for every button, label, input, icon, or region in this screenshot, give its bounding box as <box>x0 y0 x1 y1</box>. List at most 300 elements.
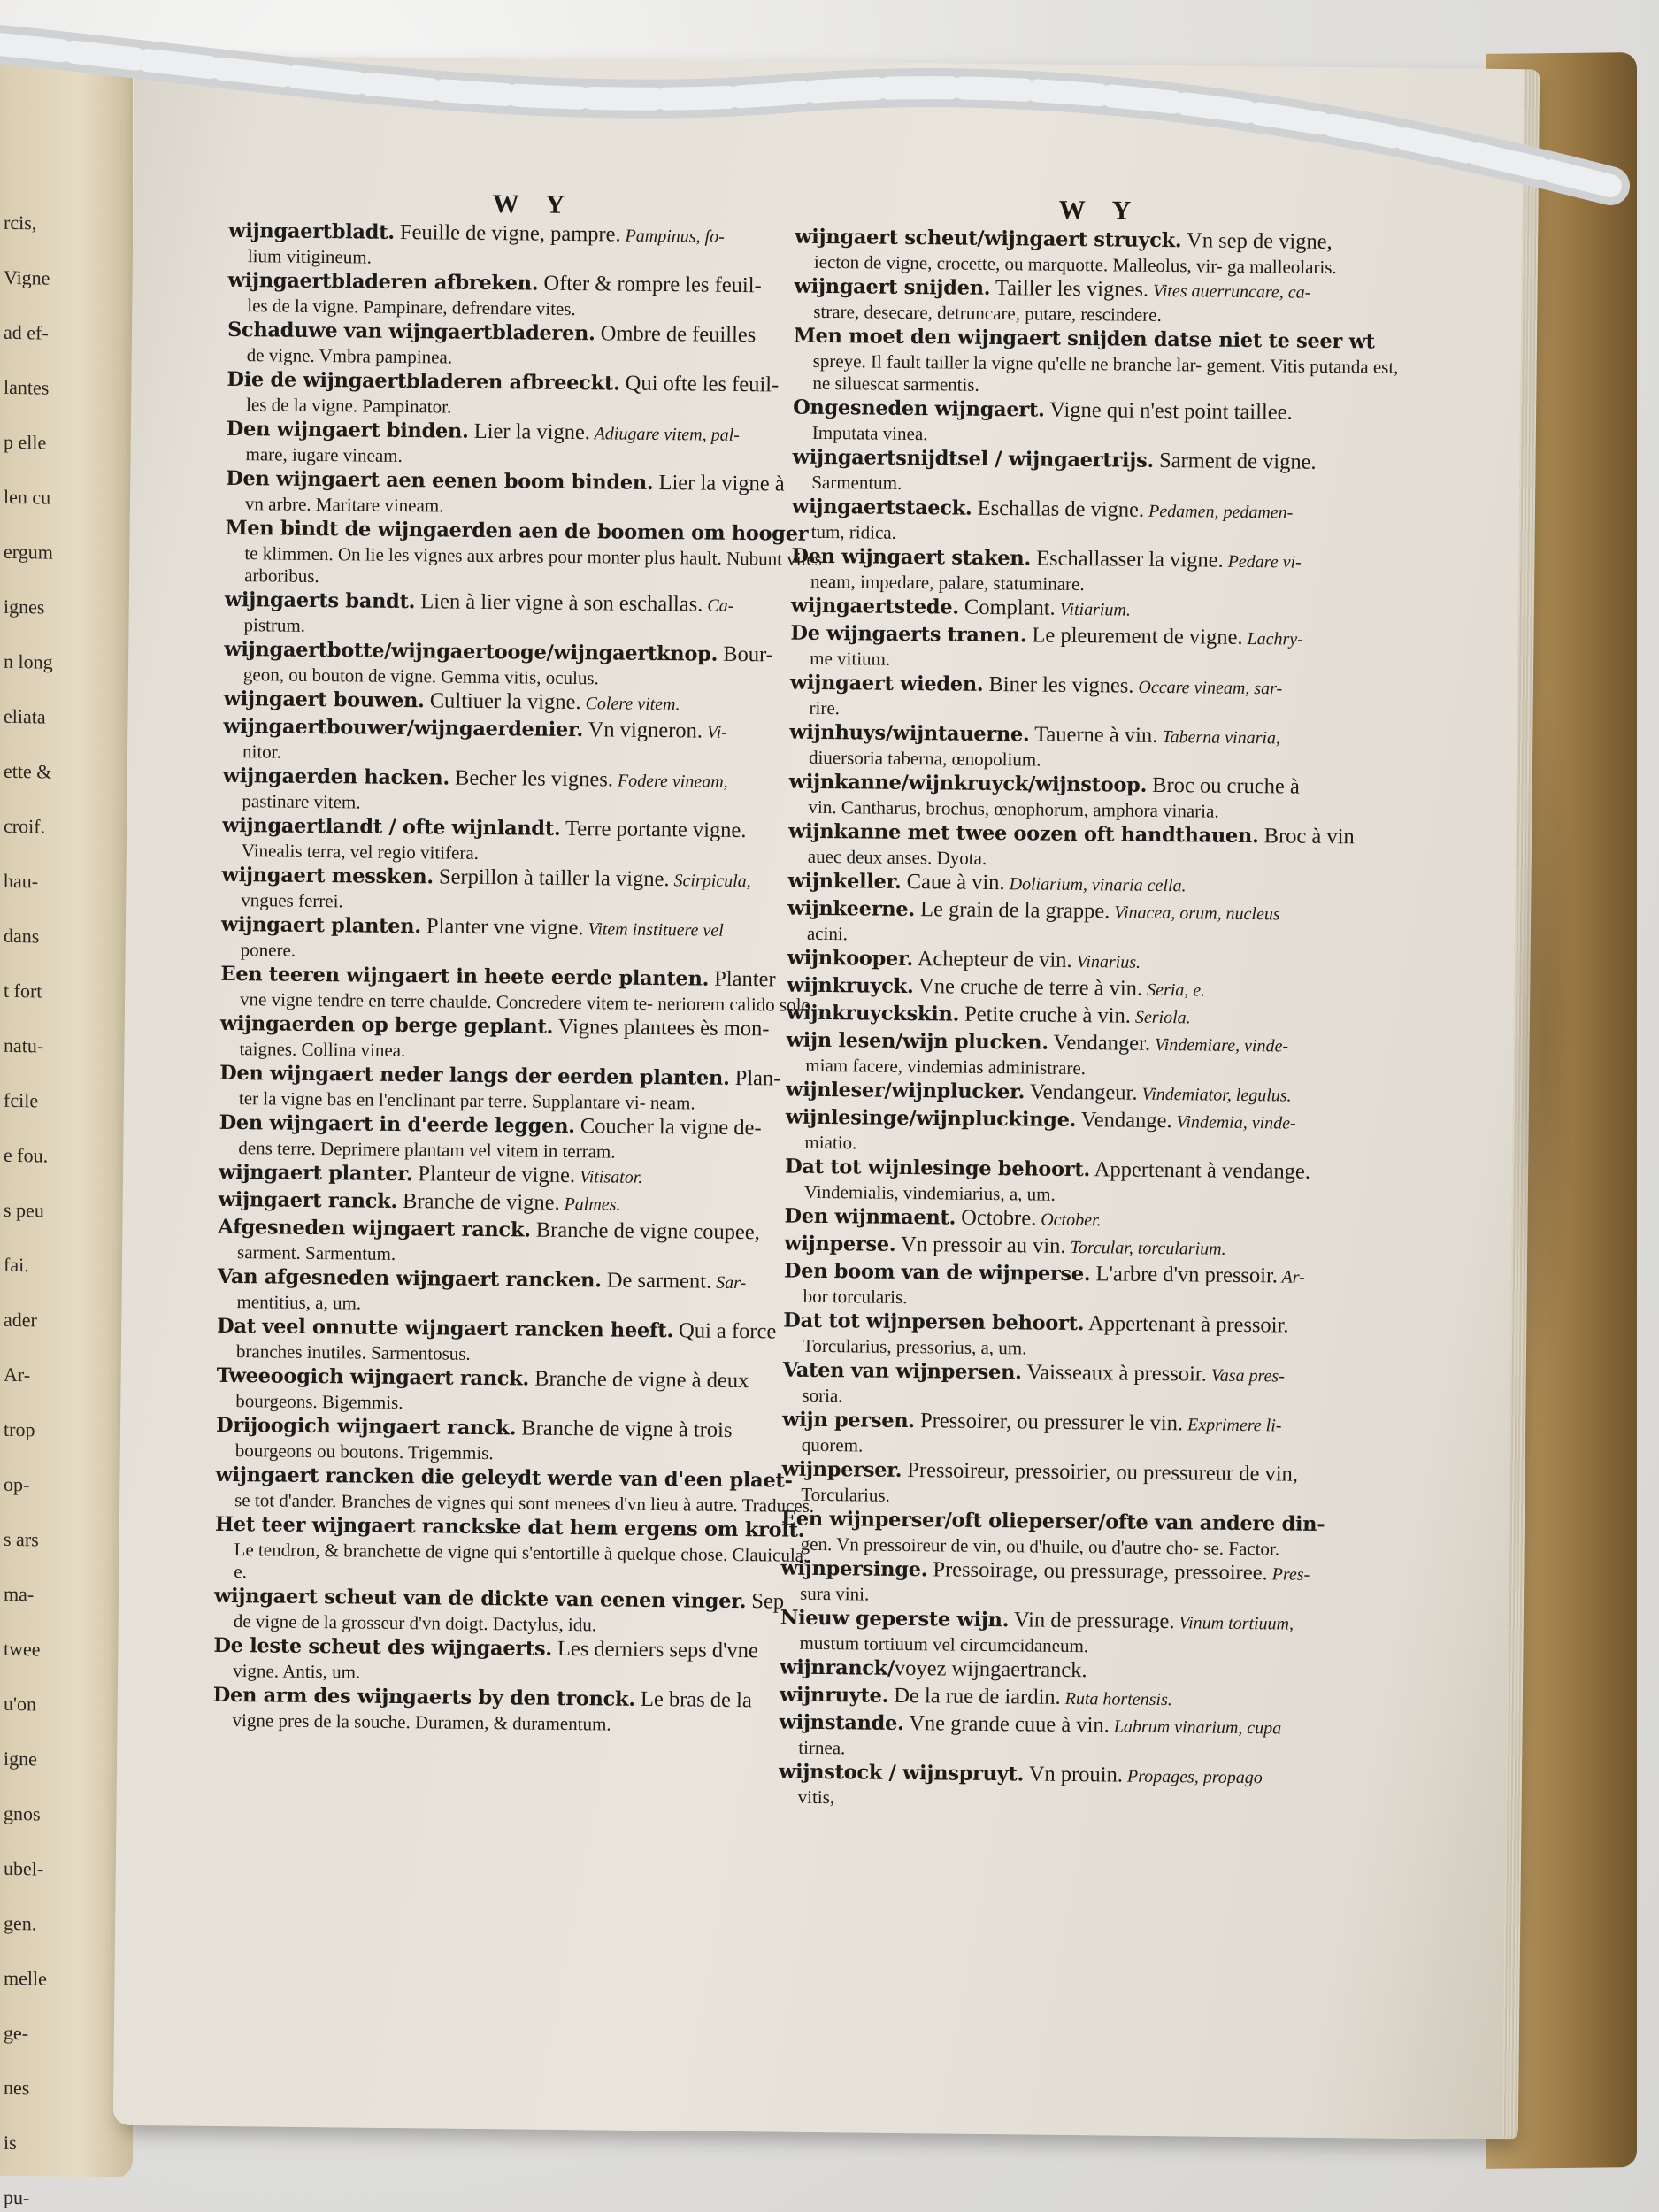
entry-french: Tauerne à vin. <box>1029 722 1158 748</box>
entry-headword: Den wijngaert neder langs der eerden planten. <box>219 1061 730 1090</box>
entry-latin: Vites auerruncare, ca- <box>1148 280 1311 303</box>
running-head-right: W Y <box>1058 195 1142 226</box>
entry-french: Planteur de vigne. <box>412 1162 576 1188</box>
dictionary-entry <box>789 719 1401 775</box>
entry-headword: wijngaert snijden. <box>794 274 991 300</box>
dictionary-entry <box>213 1632 825 1688</box>
entry-headword: wijnkeller. <box>787 869 902 894</box>
dictionary-entry <box>781 1506 1393 1562</box>
left-column <box>212 188 839 1738</box>
dictionary-entry <box>212 1682 824 1738</box>
entry-headword: Den wijngaert staken. <box>791 544 1032 571</box>
entry-french: Cultiuer la vigne. <box>424 688 581 715</box>
entry-headword: wijngaertstaeck. <box>791 495 972 520</box>
entry-headword: wijngaert planter. <box>218 1160 413 1187</box>
facing-page-fragment: fcile <box>4 1088 39 1112</box>
facing-page-fragment: ader <box>4 1308 37 1332</box>
facing-page-fragment: Vigne <box>4 265 50 289</box>
entry-headword: wijnhuys/wijntauerne. <box>789 720 1030 747</box>
entry-french: L'arbre d'vn pressoir. <box>1090 1262 1279 1288</box>
entry-headword: wijngaerden op berge geplant. <box>219 1011 554 1039</box>
entry-french: Vendangeur. <box>1024 1079 1138 1105</box>
entry-french: Complant. <box>958 595 1056 620</box>
entry-latin: Propages, propago <box>1122 1766 1263 1788</box>
entry-continuation: branches inutiles. Sarmentosus. <box>235 1340 471 1364</box>
entry-headword: Men bindt de wijngaerden aen de boomen om hooger <box>225 516 809 546</box>
entry-headword: wijngaertbladeren afbreken. <box>227 268 539 296</box>
entry-french: Lier la vigne à <box>653 470 785 496</box>
entry-headword: Den wijnmaent. <box>784 1204 956 1230</box>
entry-continuation: auec deux anses. Dyota. <box>807 845 987 869</box>
entry-continuation: te klimmen. On lie les vignes aux arbres pour monter plus hault. Nubunt vites arboribus. <box>244 542 823 588</box>
entry-latin: Vindemia, vinde- <box>1171 1112 1296 1133</box>
entry-latin: Pres- <box>1267 1564 1310 1585</box>
dictionary-entry <box>785 1154 1396 1210</box>
dictionary-entry <box>788 818 1400 874</box>
entry-french: Appertenant à vendange. <box>1089 1157 1311 1184</box>
facing-page-fragment: s peu <box>4 1198 44 1222</box>
dictionary-entry <box>793 395 1404 450</box>
entry-headword: Nieuw geperste wijn. <box>780 1606 1010 1632</box>
facing-page-fragment: dans <box>4 924 40 948</box>
facing-page-fragment: gnos <box>4 1801 41 1825</box>
dictionary-entry <box>792 494 1403 549</box>
dictionary-entry <box>782 1407 1394 1463</box>
dictionary-entry <box>794 273 1405 329</box>
entry-french: Achepteur de vin. <box>912 947 1072 972</box>
entry-french: Pressoireur, pressoirier, ou pressureur de vin, <box>902 1457 1299 1486</box>
dictionary-entry <box>218 1214 829 1270</box>
facing-page-fragment: ubel- <box>4 1856 44 1880</box>
entry-french: Becher les vignes. <box>449 765 614 792</box>
dictionary-entry <box>217 1313 828 1369</box>
entry-latin: Colere vitem. <box>580 694 680 715</box>
entry-french: Tailler les vignes. <box>990 275 1149 302</box>
entry-french: Vigne qui n'est point taillee. <box>1044 397 1293 425</box>
entry-headword: wijngaert wieden. <box>789 671 984 696</box>
facing-page-fragment: op- <box>4 1472 30 1496</box>
dictionary-entry <box>222 812 833 868</box>
entry-headword: wijnruyte. <box>779 1683 889 1708</box>
entry-french: Lien à lier vigne à son eschallas. <box>415 589 703 617</box>
entry-french: Branche de vigne. <box>396 1188 560 1215</box>
entry-french: Pressoirer, ou pressurer le vin. <box>914 1409 1184 1436</box>
entry-continuation: miatio. <box>804 1131 857 1154</box>
entry-headword: wijngaertbladt. <box>228 219 395 244</box>
facing-page-fragment: ergum <box>4 540 53 564</box>
entry-latin: Vitiarium. <box>1055 599 1132 620</box>
entry-headword: Dat tot wijnlesinge behoort. <box>785 1155 1091 1182</box>
entry-continuation: Vindemialis, vindemiarius, a, um. <box>803 1180 1056 1205</box>
entry-french: De la rue de iardin. <box>888 1683 1061 1709</box>
entry-continuation: de vigne de la grosseur d'vn doigt. Dactylus, idu. <box>233 1610 597 1636</box>
dictionary-entry <box>223 713 834 769</box>
entry-french: Le pleurement de vigne. <box>1026 623 1243 649</box>
entry-continuation: strare, desecare, detruncare, putare, rescindere. <box>813 300 1162 326</box>
dictionary-entry <box>214 1583 826 1639</box>
entry-latin: Taberna vinaria, <box>1157 726 1281 749</box>
entry-continuation: me vitium. <box>810 647 891 670</box>
entry-headword: Tweeoogich wijngaert ranck. <box>216 1363 530 1391</box>
entry-latin: Sar- <box>711 1272 747 1294</box>
entry-headword: wijngaert ranck. <box>218 1187 398 1213</box>
entry-continuation: de vigne. Vmbra pampinea. <box>246 344 453 368</box>
entry-continuation: mentitius, a, um. <box>236 1291 362 1314</box>
entry-latin: Vindemiator, legulus. <box>1137 1084 1292 1106</box>
entry-continuation: vigne. Antis, um. <box>233 1660 361 1683</box>
entry-continuation: iecton de vigne, crocette, ou marquotte. Malleolus, vir- ga malleolaris. <box>813 250 1337 279</box>
facing-page-fragment: e fou. <box>4 1143 49 1167</box>
facing-page-fragment: u'on <box>4 1692 36 1716</box>
facing-page-fragment: trop <box>4 1417 35 1441</box>
facing-page-fragment: gen. <box>4 1911 37 1935</box>
dictionary-entry <box>791 543 1402 599</box>
entry-continuation: Torcularius, pressorius, a, um. <box>802 1334 1027 1359</box>
entry-continuation: geon, ou bouton de vigne. Gemma vitis, oculus. <box>242 664 599 689</box>
dictionary-entry <box>221 862 833 918</box>
entry-continuation: tum, ridica. <box>810 520 897 543</box>
entry-french: De sarment. <box>601 1268 712 1294</box>
entry-continuation: vitis, <box>797 1786 835 1809</box>
entry-headword: wijnkooper. <box>787 946 914 972</box>
facing-page-fragment: twee <box>4 1637 41 1661</box>
facing-page-fragment: hau- <box>4 869 39 893</box>
entry-french: Biner les vignes. <box>983 672 1134 698</box>
entry-continuation: Le tendron, & branchette de vigne qui s'entortille à quelque chose. Clauicula, e. <box>234 1539 809 1583</box>
facing-page-fragment: rcis, <box>4 211 37 234</box>
entry-latin: Occare vineam, sar- <box>1133 677 1283 699</box>
entry-continuation: dens terre. Deprimere plantam vel vitem in terram. <box>238 1137 616 1163</box>
entry-french: Feuille de vigne, pampre. <box>394 219 621 247</box>
entry-french: Vn vigneron. <box>582 718 703 743</box>
entry-latin: Vindemiare, vinde- <box>1149 1034 1289 1056</box>
entry-latin: Exprimere li- <box>1182 1415 1282 1436</box>
entry-french: Terre portante vigne. <box>560 816 747 843</box>
dictionary-entry <box>227 366 838 422</box>
entry-headword: wijngaertbotte/wijngaertooge/wijngaertknop. <box>224 637 718 666</box>
entry-latin: Ca- <box>703 595 734 616</box>
entry-continuation: pastinare vitem. <box>242 790 361 813</box>
entry-latin: Vasa pres- <box>1206 1365 1286 1386</box>
entry-headword: Dat veel onnutte wijngaert rancken heeft. <box>217 1314 674 1343</box>
entry-headword: De leste scheut des wijngaerts. <box>213 1633 552 1661</box>
dictionary-entry <box>216 1363 827 1418</box>
entry-latin: Adiugare vitem, pal- <box>589 424 740 445</box>
entry-continuation: diuersoria taberna, œnopolium. <box>808 746 1041 771</box>
entry-headword: wijngaert messken. <box>221 863 434 889</box>
entry-headword: Die de wijngaertbladeren afbreeckt. <box>227 367 620 396</box>
entry-continuation: rire. <box>809 696 841 719</box>
entry-headword: Het teer wijngaert ranckske dat hem ergens om krolt. <box>214 1512 805 1542</box>
entry-french: Plan- <box>729 1065 781 1091</box>
entry-french: Pressoirage, ou pressurage, pressoiree. <box>927 1557 1268 1586</box>
entry-french: Planter <box>708 966 776 992</box>
entry-continuation: miam facere, vindemias administrare. <box>805 1054 1087 1079</box>
dictionary-entry <box>219 1060 831 1116</box>
entry-french: voyez wijngaertranck. <box>894 1655 1087 1683</box>
entry-headword: Men moet den wijngaert snijden datse niet te seer wt <box>793 324 1375 354</box>
facing-page-fragment: ad ef- <box>4 320 49 344</box>
entry-latin: Doliarium, vinaria cella. <box>1004 874 1187 896</box>
entry-french: Vaisseaux à pressoir. <box>1021 1360 1207 1386</box>
entry-continuation: ponere. <box>240 939 296 961</box>
entry-latin: Torcular, torcularium. <box>1065 1237 1226 1259</box>
entry-headword: wijnpersinge. <box>780 1556 928 1582</box>
entry-headword: wijnkruyckskin. <box>786 1001 960 1026</box>
facing-page-fragment: croif. <box>4 814 46 838</box>
entry-french: Vn sep de vigne, <box>1181 228 1333 254</box>
entry-headword: Van afgesneden wijngaert rancken. <box>217 1264 602 1293</box>
facing-page-fragment: melle <box>4 1966 47 1990</box>
entry-french: Ofter & rompre les feuil- <box>538 271 762 298</box>
facing-page-fragment: nes <box>4 2076 30 2100</box>
dictionary-entry <box>216 1412 827 1468</box>
entry-continuation: se tot d'ander. Branches de vignes qui sont menees d'vn lieu à autre. Traduces. <box>234 1489 815 1517</box>
dictionary-entry <box>224 587 835 642</box>
facing-page-fragment: is <box>4 2131 17 2154</box>
entry-headword: wijnkruyck. <box>787 973 914 999</box>
facing-page-fragment: t fort <box>4 979 42 1002</box>
entry-headword: wijnleser/wijnplucker. <box>785 1078 1025 1104</box>
facing-page-left <box>0 52 133 2209</box>
facing-page-fragment: natu- <box>4 1033 44 1057</box>
entry-continuation: vn arbre. Maritare vineam. <box>244 493 444 517</box>
dictionary-entry <box>228 218 840 273</box>
entry-continuation: vin. Cantharus, brochus, œnophorum, amphora vinaria. <box>808 795 1219 822</box>
entry-headword: wijn lesen/wijn plucken. <box>786 1028 1048 1055</box>
entry-french: Caue à vin. <box>901 869 1005 895</box>
entry-continuation: mare, iugare vineam. <box>245 443 403 466</box>
facing-page-fragment: p elle <box>4 430 47 454</box>
entry-french: Eschallasser la vigne. <box>1030 546 1224 572</box>
entry-continuation: les de la vigne. Pampinare, defrendare vites. <box>247 295 576 320</box>
entry-french: Vne cruche de terre à vin. <box>913 974 1143 1001</box>
entry-headword: wijnperser. <box>781 1457 902 1482</box>
entry-headword: wijngaertbouwer/wijngaerdenier. <box>223 714 584 742</box>
entry-french: Broc à vin <box>1258 824 1355 849</box>
entry-latin: Seriola. <box>1130 1007 1191 1028</box>
entry-french: Vn pressoir au vin. <box>895 1232 1066 1258</box>
right-column <box>779 195 1406 1815</box>
dictionary-entry <box>780 1555 1392 1611</box>
entry-latin: Ruta hortensis. <box>1060 1688 1172 1710</box>
dictionary-entry <box>217 1263 828 1319</box>
right-entries <box>779 224 1406 1815</box>
entry-continuation: pistrum. <box>243 614 306 636</box>
entry-french: Vendanger. <box>1048 1030 1151 1056</box>
dictionary-entry <box>785 1104 1396 1160</box>
entry-latin: Palmes. <box>559 1194 621 1215</box>
entry-french: Qui ofte les feuil- <box>619 371 780 397</box>
entry-continuation: vigne pres de la souche. Duramen, & duramentum. <box>232 1709 611 1735</box>
entry-headword: wijngaert rancken die geleydt werde van d'een plaet- <box>215 1463 793 1493</box>
entry-latin: Pampinus, fo- <box>620 226 725 247</box>
entry-latin: Fodere vineam, <box>612 771 728 792</box>
dictionary-entry <box>793 323 1404 401</box>
facing-page-fragment: ma- <box>4 1582 35 1606</box>
facing-page-fragment: ignes <box>4 595 45 618</box>
entry-latin: Vi- <box>702 722 727 742</box>
entry-headword: wijnranck/ <box>780 1655 895 1680</box>
entry-continuation: spreye. Il fault tailler la vigne qu'elle ne branche lar- gement. Vitis putanda est, ne siluescat sarmentis. <box>812 349 1399 396</box>
entry-continuation: quorem. <box>801 1433 864 1456</box>
entry-headword: wijngaerden hacken. <box>222 764 450 790</box>
dictionary-entry <box>215 1462 826 1517</box>
dictionary-entry <box>784 1258 1395 1314</box>
entry-headword: wijn persen. <box>782 1408 916 1433</box>
entry-french: Appertenant à pressoir. <box>1084 1311 1289 1338</box>
entry-latin: Vitem instituere vel <box>583 919 724 941</box>
entry-french: Serpillon à tailler la vigne. <box>433 864 670 892</box>
entry-continuation: bor torcularis. <box>803 1285 908 1309</box>
entry-french: Vne grande cuue à vin. <box>903 1710 1110 1738</box>
entry-continuation: Torcularius. <box>801 1483 891 1506</box>
entry-french: Les derniers seps d'vne <box>551 1636 759 1663</box>
entry-headword: Den wijngaert in d'eerde leggen. <box>219 1110 575 1139</box>
entry-latin: Vinarius. <box>1071 951 1141 972</box>
dictionary-entry <box>795 224 1406 280</box>
entry-continuation: ter la vigne bas en l'enclinant par terre. Supplantare vi- neam. <box>238 1087 695 1114</box>
entry-headword: wijngaertlandt / ofte wijnlandt. <box>222 813 561 841</box>
entry-latin: Labrum vinarium, cupa <box>1109 1717 1282 1739</box>
entry-latin: Ar- <box>1277 1267 1305 1287</box>
entry-continuation: gen. Vn pressoireur de vin, ou d'huile, ou d'autre cho- se. Factor. <box>800 1532 1280 1560</box>
entry-continuation: acini. <box>806 922 849 945</box>
running-head-left: W Y <box>492 189 576 220</box>
entry-french: Eschallas de vigne. <box>972 495 1145 522</box>
entry-latin: Lachry- <box>1242 628 1303 649</box>
entry-headword: Den wijngaert aen eenen boom binden. <box>226 466 654 495</box>
dictionary-entry <box>226 416 837 472</box>
entry-continuation: taignes. Collina vinea. <box>239 1038 406 1062</box>
entry-french: Vin de pressurage. <box>1009 1608 1175 1634</box>
entry-continuation: soria. <box>802 1384 843 1407</box>
entry-headword: Den boom van de wijnperse. <box>783 1259 1091 1286</box>
dictionary-entry <box>788 769 1400 825</box>
entry-headword: wijnkanne/wijnkruyck/wijnstoop. <box>788 770 1148 797</box>
entry-continuation: sarment. Sarmentum. <box>237 1241 396 1264</box>
dictionary-entry <box>227 267 839 323</box>
entry-latin: Scirpicula, <box>669 871 751 892</box>
facing-page-fragment: igne <box>4 1747 37 1770</box>
entry-headword: wijngaertstede. <box>790 594 959 619</box>
dictionary-entry <box>781 1456 1393 1512</box>
entry-french: Vendange. <box>1076 1107 1172 1133</box>
water-stain <box>1510 688 1579 1397</box>
entry-headword: Vaten van wijnpersen. <box>782 1358 1022 1385</box>
entry-continuation: mustum tortiuum vel circumcidaneum. <box>799 1632 1089 1657</box>
entry-headword: wijngaert planten. <box>220 912 421 939</box>
entry-french: Qui a force <box>672 1318 777 1344</box>
entry-continuation: lium vitigineum. <box>247 245 373 268</box>
entry-headword: Een teeren wijngaert in heete eerde planten. <box>220 962 710 991</box>
dictionary-entry <box>224 636 835 692</box>
bookmark-cord <box>0 18 1659 159</box>
dictionary-entry <box>780 1605 1391 1661</box>
entry-french: Broc ou cruche à <box>1146 772 1301 799</box>
entry-french: Bour- <box>717 641 774 667</box>
entry-headword: wijngaerts bandt. <box>224 588 416 614</box>
entry-french: Octobre. <box>955 1205 1037 1231</box>
entry-headword: Dat tot wijnpersen behoort. <box>783 1309 1085 1336</box>
entry-headword: wijngaert scheut/wijngaert struyck. <box>795 225 1182 253</box>
entry-latin: Seria, e. <box>1142 979 1206 1001</box>
dictionary-entry <box>219 1110 830 1165</box>
dictionary-entry <box>783 1308 1394 1363</box>
entry-latin: Vitisator. <box>574 1167 643 1187</box>
dictionary-entry <box>786 1027 1397 1083</box>
entry-continuation: sura vini. <box>800 1582 870 1605</box>
dictionary-entry <box>779 1709 1390 1765</box>
dictionary-entry <box>787 895 1399 951</box>
entry-headword: De wijngaerts tranen. <box>790 621 1027 648</box>
dictionary-entry <box>220 961 832 1017</box>
facing-page-fragment: len cu <box>4 485 51 509</box>
dictionary-entry <box>226 465 837 521</box>
dictionary-entry <box>227 317 839 373</box>
entry-continuation: vne vigne tendre en terre chaulde. Concredere vitem te- neriorem calido solo. <box>239 988 816 1016</box>
entry-headword: Den wijngaert binden. <box>226 417 469 443</box>
entry-headword: Schaduwe van wijngaertbladeren. <box>227 318 595 346</box>
entry-headword: wijnperse. <box>784 1232 896 1256</box>
entry-continuation: Vinealis terra, vel regio vitifera. <box>241 840 480 864</box>
entry-headword: Den arm des wijngaerts by den tronck. <box>212 1683 635 1711</box>
facing-page-fragment: n long <box>4 649 53 673</box>
dictionary-entry <box>225 515 836 593</box>
entry-french: Lier la vigne. <box>468 419 591 445</box>
entry-continuation: Sarmentum. <box>811 471 902 494</box>
entry-french: Ombre de feuilles <box>595 321 757 348</box>
entry-headword: wijnstock / wijnspruyt. <box>778 1760 1025 1786</box>
entry-continuation: Imputata vinea. <box>811 421 928 445</box>
left-entries <box>212 218 839 1738</box>
entry-latin: Vinum tortiuum, <box>1174 1613 1294 1634</box>
entry-french: Coucher la vigne de- <box>574 1114 762 1141</box>
entry-french: Sep <box>746 1589 785 1614</box>
entry-headword: wijnkeerne. <box>787 896 916 922</box>
entry-french: Vignes plantees ès mon- <box>552 1014 770 1041</box>
entry-continuation: bourgeons. Bigemmis. <box>235 1390 403 1414</box>
entry-french: Sarment de vigne. <box>1153 448 1317 474</box>
entry-headword: wijnkanne met twee oozen oft handthauen. <box>788 819 1259 849</box>
entry-continuation: tirnea. <box>798 1736 846 1759</box>
entry-latin: Pedamen, pedamen- <box>1143 501 1294 523</box>
facing-page-fragment: fai. <box>4 1253 29 1277</box>
entry-continuation: bourgeons ou boutons. Trigemmis. <box>234 1440 494 1464</box>
entry-french: Petite cruche à vin. <box>958 1002 1132 1028</box>
entry-continuation: les de la vigne. Pampinator. <box>246 394 452 418</box>
facing-page-fragment: s ars <box>4 1527 39 1551</box>
dictionary-entry <box>789 670 1401 726</box>
entry-headword: Een wijnperser/oft olieperser/ofte van andere din- <box>780 1507 1325 1536</box>
dictionary-entry <box>222 763 833 818</box>
facing-page-fragment: Ar- <box>4 1363 31 1386</box>
facing-page-fragment: lantes <box>4 375 50 399</box>
dictionary-entry <box>782 1357 1394 1413</box>
entry-latin: Pedare vi- <box>1223 551 1302 572</box>
entry-headword: wijnlesinge/wijnpluckinge. <box>785 1105 1077 1132</box>
facing-page-fragment: eliata <box>4 704 46 728</box>
dictionary-entry <box>792 444 1403 500</box>
dictionary-entry <box>214 1511 826 1589</box>
entry-french: Branche de vigne coupee, <box>530 1217 761 1245</box>
entry-french: Branche de vigne à trois <box>516 1416 733 1442</box>
entry-continuation: neam, impedare, palare, statuminare. <box>810 570 1085 595</box>
dictionary-entry <box>219 1010 831 1066</box>
entry-latin: Vinacea, orum, nucleus <box>1110 902 1280 925</box>
entry-french: Le grain de la grappe. <box>914 897 1110 924</box>
entry-latin: October. <box>1036 1210 1102 1231</box>
